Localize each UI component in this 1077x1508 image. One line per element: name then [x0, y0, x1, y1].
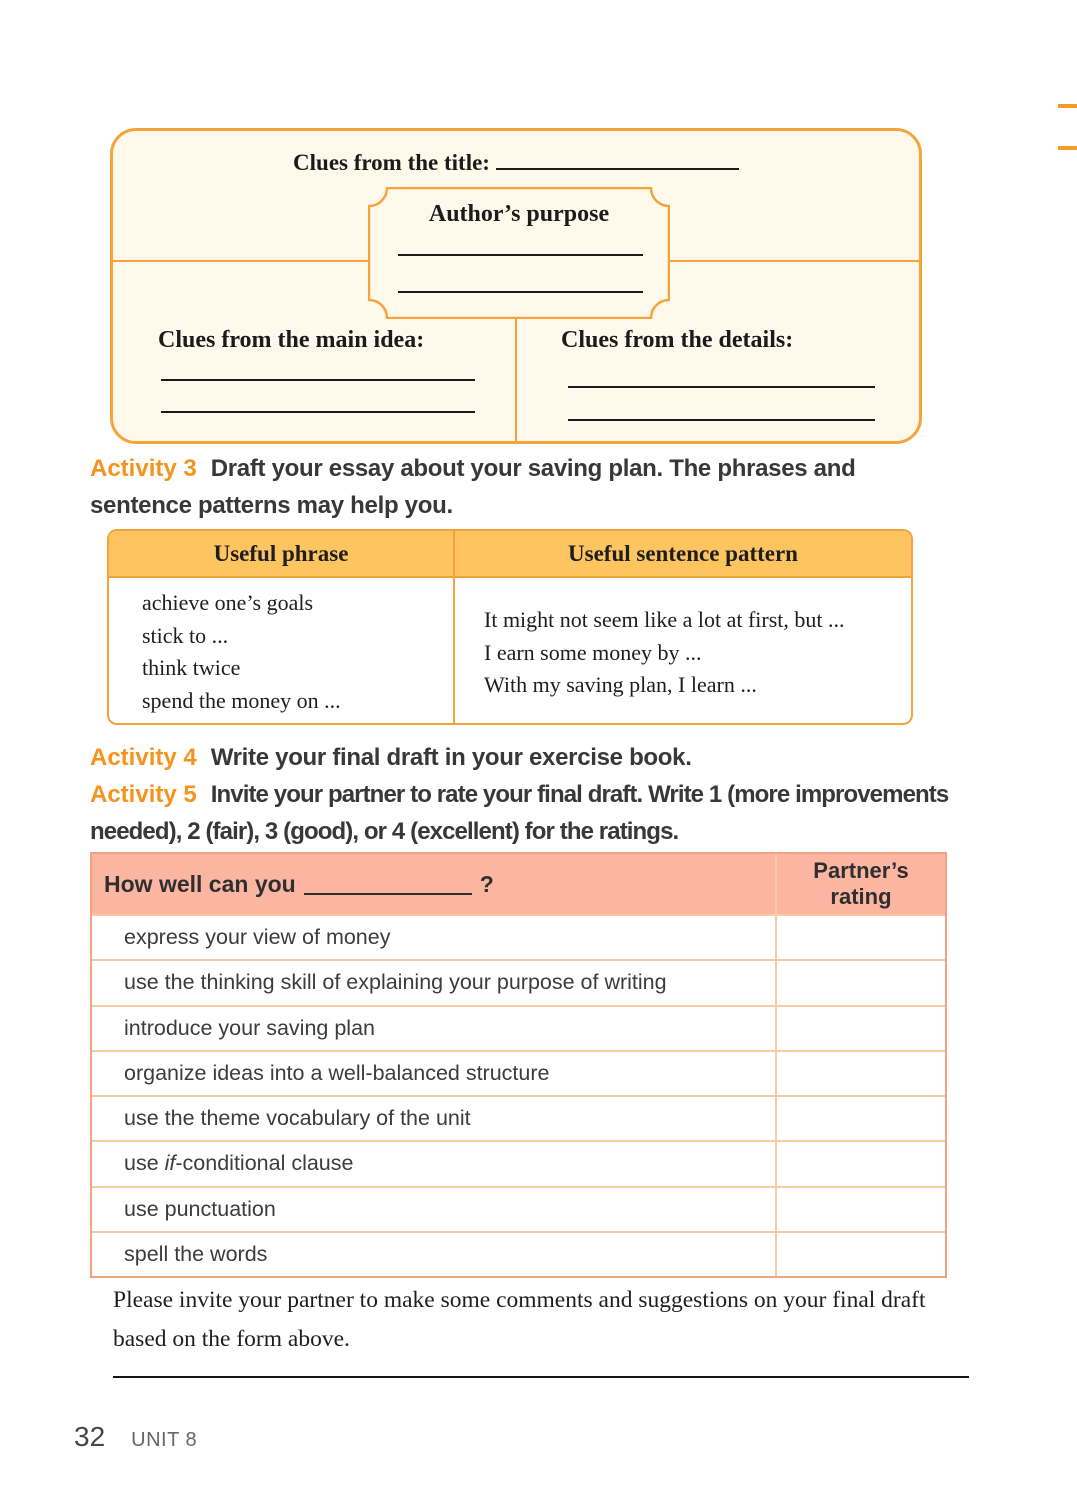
rating-input-cell: [777, 961, 945, 1004]
note-line1: Please invite your partner to make some comments and suggestions on your final draft: [113, 1287, 926, 1313]
useful-sentence-pattern-header: Useful sentence pattern: [568, 540, 798, 566]
useful-phrase-table: [107, 529, 913, 725]
clues-details-label: Clues from the details:: [561, 327, 794, 353]
rating-row: [92, 1005, 945, 1050]
rating-input-cell: [777, 1188, 945, 1231]
partners-rating-header: [777, 854, 945, 914]
rating-row: [92, 1095, 945, 1140]
activity-3-text-line2: sentence patterns may help you.: [90, 492, 453, 519]
clues-title-row: [113, 144, 919, 176]
rating-row-text: [92, 916, 777, 959]
rating-row-text: [92, 1007, 777, 1050]
question-blank-line: [304, 873, 472, 896]
phrase-item: stick to ...: [142, 622, 229, 648]
question-prefix: How well can you: [104, 870, 296, 897]
main-idea-blank-line: [161, 379, 475, 381]
activity-3-heading: [90, 450, 935, 524]
rating-row: [92, 914, 945, 959]
activity-3-label: Activity 3: [90, 455, 197, 482]
rating-row-label: use punctuation: [124, 1196, 276, 1221]
partner-rating-table: [90, 852, 947, 1278]
rating-row: [92, 1140, 945, 1185]
rating-row-label: express your view of money: [124, 925, 391, 950]
partners-rating-header-text: [813, 858, 908, 910]
activity-5-text-line2: needed), 2 (fair), 3 (good), or 4 (excellent) for the ratings.: [90, 818, 679, 845]
rating-row-text: [92, 1052, 777, 1095]
rating-input-cell: [777, 1233, 945, 1276]
details-blank-line: [568, 419, 875, 421]
phrase-table-body: [109, 578, 911, 725]
useful-phrase-list: [109, 578, 455, 725]
rating-row-text: [92, 961, 777, 1004]
note-line2: based on the form above.: [113, 1325, 350, 1352]
activity-5-label: Activity 5: [90, 781, 197, 808]
page-footer: [74, 1421, 197, 1453]
if-clause-italic: if: [164, 1151, 176, 1176]
rating-row: [92, 1186, 945, 1231]
rating-row-label: introduce your saving plan: [124, 1015, 375, 1040]
rating-row-label: spell the words: [124, 1241, 268, 1266]
useful-pattern-list: [455, 578, 911, 725]
activity-4-label: Activity 4: [90, 744, 197, 771]
rating-table-header-row: [92, 854, 945, 914]
activity-5-text-line1: Invite your partner to rate your final draft. Write 1 (more improvements: [210, 781, 949, 808]
author-purpose-diagram: [110, 128, 922, 444]
activity-3-text-line1: Draft your essay about your saving plan. The phrases and: [210, 455, 856, 482]
rating-row-text: [92, 1142, 777, 1185]
rating-row-label: use the thinking skill of explaining your purpose of writing: [124, 970, 667, 995]
details-blank-line: [568, 386, 875, 388]
rating-row-label: organize ideas into a well-balanced structure: [124, 1060, 550, 1085]
partners-rating-line2: rating: [830, 884, 892, 909]
rating-question-header: [92, 854, 777, 914]
rating-row-text: [92, 1097, 777, 1140]
rating-row: [92, 1050, 945, 1095]
pattern-item: I earn some money by ...: [484, 639, 702, 665]
activity-4-text: Write your final draft in your exercise book.: [210, 744, 692, 771]
rating-input-cell: [777, 1142, 945, 1185]
question-suffix: ?: [479, 870, 494, 897]
clues-title-blank-line: [496, 144, 739, 170]
phrase-item: think twice: [142, 655, 241, 680]
diagram-vertical-divider: [515, 317, 517, 441]
if-clause-pre: use: [124, 1151, 165, 1176]
pattern-item: It might not seem like a lot at first, but ...: [484, 607, 845, 632]
rating-row: [92, 1231, 945, 1276]
rating-input-cell: [777, 916, 945, 959]
rating-input-cell: [777, 1007, 945, 1050]
rating-row-text: [92, 1233, 777, 1276]
rating-input-cell: [777, 1097, 945, 1140]
rating-row-label: [124, 1151, 353, 1176]
comments-writing-line: [113, 1376, 969, 1378]
clues-main-idea-label: Clues from the main idea:: [158, 327, 425, 353]
phrase-item: spend the money on ...: [142, 687, 341, 713]
pattern-item: With my saving plan, I learn ...: [484, 672, 757, 697]
phrase-table-header-row: [109, 531, 911, 578]
clues-title-label: Clues from the title:: [293, 150, 490, 176]
useful-phrase-header: Useful phrase: [109, 531, 455, 576]
page-number: 32: [74, 1421, 106, 1452]
rating-row-label: use the theme vocabulary of the unit: [124, 1106, 471, 1131]
if-clause-post: -conditional clause: [175, 1151, 354, 1176]
author-purpose-blank-line: [398, 291, 643, 293]
author-purpose-label: Author’s purpose: [428, 201, 610, 227]
author-purpose-blank-line: [398, 254, 643, 256]
page-edge-dash-icon: [1058, 146, 1077, 150]
rating-row-text: [92, 1188, 777, 1231]
partners-rating-line1: Partner’s: [813, 858, 909, 883]
activity-4-heading: [90, 739, 935, 776]
partner-comments-note: [113, 1281, 983, 1358]
activity-5-heading: [90, 776, 985, 850]
phrase-item: achieve one’s goals: [142, 590, 314, 615]
page-edge-dash-icon: [1058, 104, 1077, 108]
rating-input-cell: [777, 1052, 945, 1095]
unit-label: UNIT 8: [131, 1429, 198, 1451]
main-idea-blank-line: [161, 411, 475, 413]
rating-row: [92, 959, 945, 1004]
